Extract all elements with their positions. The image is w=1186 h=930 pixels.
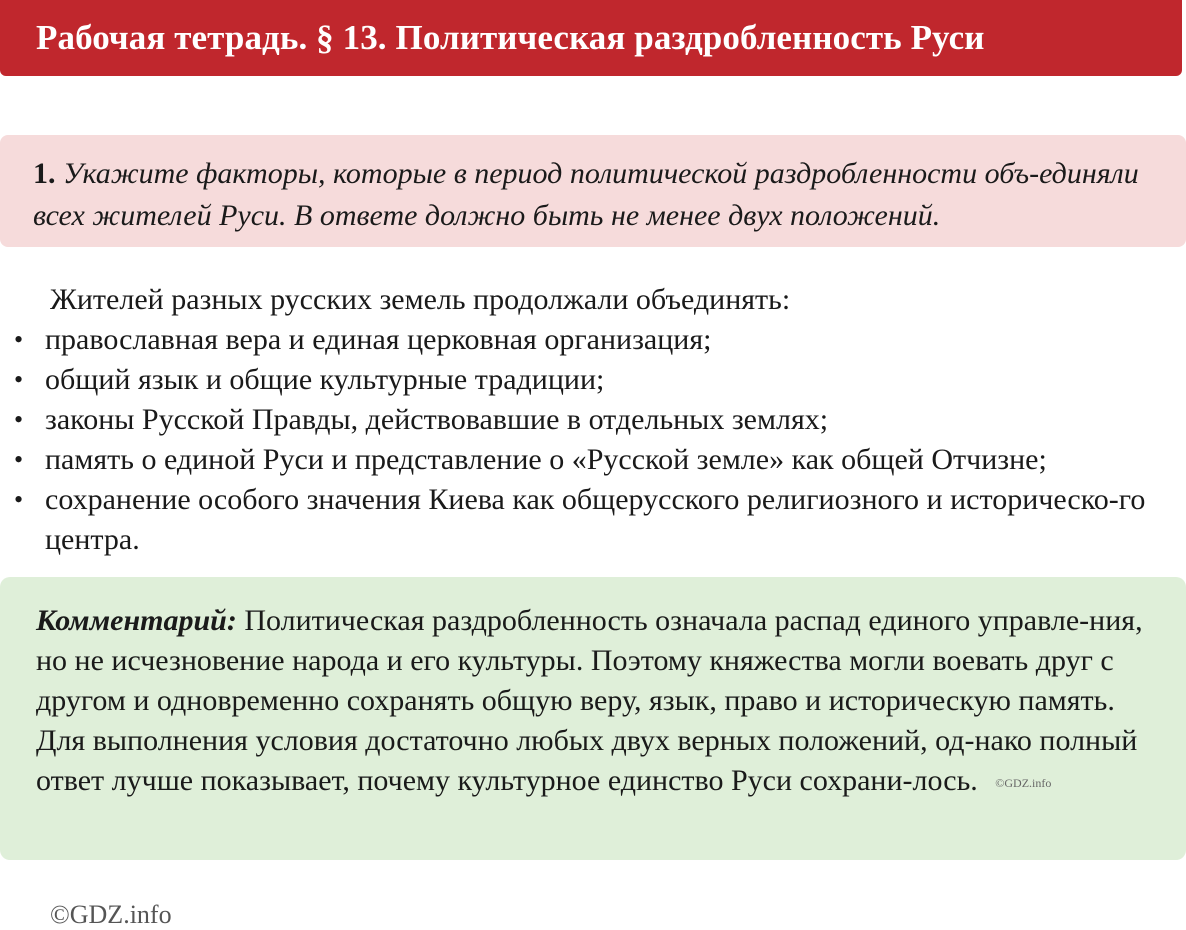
list-item [0,320,1186,360]
answer-section [0,280,1186,560]
answer-list [0,320,1186,560]
bullet-icon: • [14,485,24,514]
bullet-icon: • [14,365,24,394]
list-item-text: православная вера и единая церковная организация; [45,323,712,356]
list-item-text: законы Русской Правды, действовавшие в отдельных землях; [45,403,829,436]
footer-copyright: ©GDZ.info [50,900,172,929]
page-header [0,0,1182,76]
comment-label: Комментарий: [36,604,237,637]
task-number: 1. [33,157,56,190]
list-item [0,360,1186,400]
bullet-icon: • [14,325,24,354]
comment-box [0,577,1186,860]
list-item-text: память о единой Руси и представление о «Русской земле» как общей Отчизне; [45,443,1047,476]
comment-copyright: ©GDZ.info [995,776,1052,791]
list-item [0,440,1186,480]
list-item-text: общий язык и общие культурные традиции; [45,363,605,396]
task-box [0,135,1186,247]
task-text: Укажите факторы, которые в период политической раздробленности объ-единяли всех жителей Руси. В ответе должно быть не менее двух положений. [33,157,1139,232]
bullet-icon: • [14,405,24,434]
list-item-text: сохранение особого значения Киева как общерусского религиозного и историческо-го центра. [45,483,1146,556]
bullet-icon: • [14,445,24,474]
page-title: Рабочая тетрадь. § 13. Политическая раздробленность Руси [36,18,985,57]
comment-text: Политическая раздробленность означала распад единого управле-ния, но не исчезновение народа и его культуры. Поэтому княжества могли воевать друг с другом и одновременно сохранять общую веру, язык, право и историческую память. Для выполнения условия достаточно любых двух верных положений, од-нако полный ответ лучше показывает, почему культурное единство Руси сохрани-лось. [36,604,1143,797]
answer-intro: Жителей разных русских земель продолжали объединять: [50,283,791,316]
list-item [0,480,1186,560]
list-item [0,400,1186,440]
